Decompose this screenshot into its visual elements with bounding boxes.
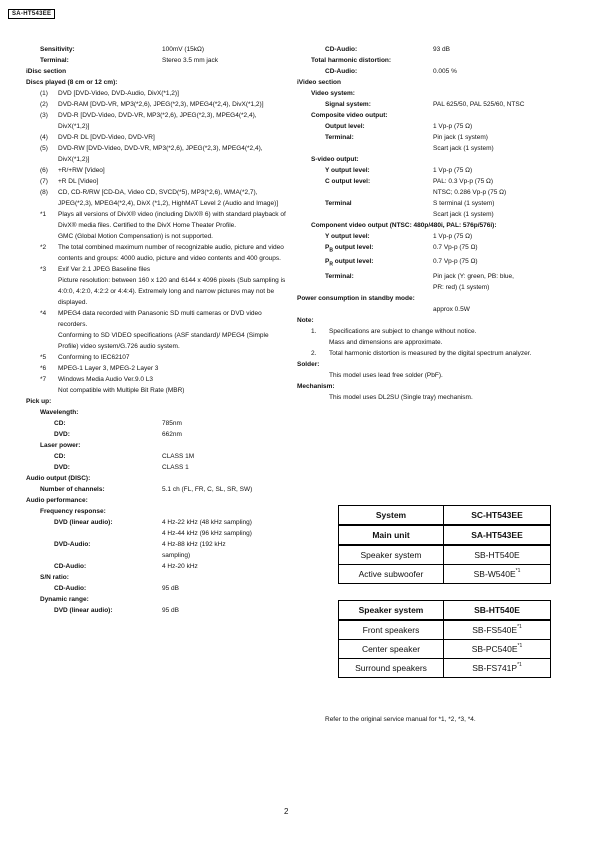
dyn-dvd-value: 95 dB xyxy=(162,607,179,614)
note-item xyxy=(297,348,567,359)
table-cell-name: Center speaker xyxy=(339,640,444,659)
signal-system-label: Signal system: xyxy=(325,101,371,108)
pr-label: $P_R$ output level: xyxy=(325,258,374,268)
c-output-label: C output level: xyxy=(325,178,371,185)
laser-power-heading: Laser power: xyxy=(40,442,81,449)
notes-list xyxy=(297,326,567,359)
disc-item-number: (3) xyxy=(40,112,48,119)
sn-cd-value: 95 dB xyxy=(162,585,179,592)
comp-terminal-value-2: PR: red) (1 system) xyxy=(433,283,490,291)
solder-text: This model uses lead free solder (PbF). xyxy=(329,371,443,379)
composite-heading: Composite video output: xyxy=(311,112,388,119)
thd-heading: Total harmonic distortion: xyxy=(311,57,392,64)
dvd-linear-row-2 xyxy=(26,528,288,539)
footnote-ref: *1 xyxy=(517,662,522,668)
footnote-text: The total combined maximum number of recognizable audio, picture and video contents and groups: 4000 audio, picture and video contents and 400 groups. xyxy=(58,244,284,262)
channels-row xyxy=(26,484,288,495)
dvd-laser-value: CLASS 1 xyxy=(162,464,189,471)
footnote-ref: *1 xyxy=(517,643,523,649)
dynamic-range-heading: Dynamic range: xyxy=(40,596,89,603)
y-output-value: 1 Vp-p (75 Ω) xyxy=(433,167,473,174)
disc-item-text: DVD-R [DVD-Video, DVD-VR, MP3(*2,6), JPEG(*2,3), MPEG4(*2,4), DivX(*1,2)] xyxy=(58,112,257,130)
comp-y-row xyxy=(297,231,567,242)
wavelength-heading: Wavelength: xyxy=(40,409,79,416)
channels-label: Number of channels: xyxy=(40,486,105,493)
idisc-section-heading: iDisc section xyxy=(26,68,67,75)
system-table xyxy=(338,505,551,584)
component-heading: Component video output (NTSC: 480p/480i, PAL: 576p/576i): xyxy=(311,222,497,229)
disc-item-text: CD, CD-R/RW [CD-DA, Video CD, SVCD(*5), MP3(*2,6), WMA(*2,7), JPEG(*2,3), MPEG4(*2,4), DivX (*1,2), HighMAT Level 2 (Audio and Image)] xyxy=(58,189,279,207)
footnote-marker: *2 xyxy=(40,244,47,251)
note-item xyxy=(297,326,567,337)
dvd-audio-row xyxy=(26,539,288,561)
table-cell-model: $SB-FS540E^{*1}$ xyxy=(444,620,551,640)
right-column xyxy=(297,44,567,403)
composite-level-label: Output level: xyxy=(325,123,365,130)
footnote-marker: *1 xyxy=(40,211,47,218)
mechanism-heading: Mechanism: xyxy=(297,382,335,390)
note-text: Total harmonic distortion is measured by the digital spectrum analyzer. xyxy=(329,349,532,357)
note-item xyxy=(297,337,567,348)
y-output-label: Y output level: xyxy=(325,167,370,174)
composite-terminal-row xyxy=(297,132,567,143)
standby-row xyxy=(297,304,567,315)
refer-note: Refer to the original service manual for *1, *2, *3, *4. xyxy=(325,716,476,723)
table-cell-model: $SB-PC540E^{*1}$ xyxy=(444,640,551,659)
composite-terminal-label: Terminal: xyxy=(325,134,354,141)
footnote-text: Windows Media Audio Ver.9.0 L3 xyxy=(58,376,154,383)
footnote-ref: *1 xyxy=(515,568,521,574)
footnotes-list xyxy=(26,209,288,396)
comp-terminal-value-1: Pin jack (Y: green, PB: blue, xyxy=(433,272,514,280)
page-number: 2 xyxy=(284,807,289,816)
footnote-marker xyxy=(40,385,58,396)
cd-laser-label: CD: xyxy=(54,453,66,460)
table-cell-model: SB-HT540E xyxy=(444,545,551,565)
svideo-heading: S-video output: xyxy=(311,156,359,163)
footnote-marker: *6 xyxy=(40,365,47,372)
cd-audio-value-r: 93 dB xyxy=(433,46,450,53)
table-row xyxy=(339,506,551,526)
cd-audio-value: 4 Hz-20 kHz xyxy=(162,563,198,570)
footnote xyxy=(26,374,288,385)
disc-item-number: (2) xyxy=(40,101,48,108)
dvd-linear-value-1: 4 Hz-22 kHz (48 kHz sampling) xyxy=(162,519,252,526)
dvd-linear-row xyxy=(26,517,288,528)
pr-row xyxy=(297,256,567,270)
s-terminal-value-2: Scart jack (1 system) xyxy=(433,211,494,218)
table-row xyxy=(339,620,551,640)
table-cell-model: $SB-FS741P^{*1}$ xyxy=(444,659,551,678)
footnote-ref: *1 xyxy=(517,624,522,630)
comp-terminal-row-2 xyxy=(297,282,567,293)
c-output-value-2: NTSC; 0.286 Vp-p (75 Ω) xyxy=(433,189,507,196)
sensitivity-value: 100mV (15kΩ) xyxy=(162,46,205,53)
c-output-row xyxy=(297,176,567,187)
footnote-marker: *3 xyxy=(40,266,47,273)
table-row xyxy=(339,545,551,565)
dyn-dvd-label: DVD (linear audio): xyxy=(54,607,113,614)
model-header: SA-HT543EE xyxy=(8,9,55,19)
footnote-text: Conforming to IEC62107 xyxy=(58,354,130,361)
dvd-laser-row xyxy=(26,462,288,473)
footnote-marker: *5 xyxy=(40,354,47,361)
footnote-text: Picture resolution: between 160 x 120 and 6144 x 4096 pixels (Sub sampling is 4:0:0, 4:2:0, 4:2:2 or 4:4:4). Extremely long and narrow pictures may not be displayed. xyxy=(58,277,286,306)
dvd-wavelength-row xyxy=(26,429,288,440)
footnote-text: MPEG-1 Layer 3, MPEG-2 Layer 3 xyxy=(58,365,159,372)
thd-cd-row xyxy=(297,66,567,77)
cd-audio-label: CD-Audio: xyxy=(54,563,87,570)
comp-y-value: 1 Vp-p (75 Ω) xyxy=(433,233,473,240)
solder-heading: Solder: xyxy=(297,360,320,368)
footnote-marker xyxy=(40,330,58,352)
dvd-laser-label: DVD: xyxy=(54,464,70,471)
note-heading: Note: xyxy=(297,316,314,324)
left-column xyxy=(26,44,288,616)
cd-laser-row xyxy=(26,451,288,462)
dvd-audio-value: 4 Hz-88 kHz (192 kHz sampling) xyxy=(162,541,226,559)
pb-value: 0.7 Vp-p (75 Ω) xyxy=(433,244,478,251)
sn-cd-label: CD-Audio: xyxy=(54,585,87,592)
footnote-text: Conforming to SD VIDEO specifications (ASF standard)/ MPEG4 (Simple Profile) video system/G.726 audio system. xyxy=(58,332,269,350)
cd-wavelength-value: 785nm xyxy=(162,420,182,427)
footnote-text: Exif Ver 2.1 JPEG Baseline files xyxy=(58,266,151,273)
y-output-row xyxy=(297,165,567,176)
discs-played-heading: Discs played (8 cm or 12 cm): xyxy=(26,79,118,86)
disc-item-text: DVD-RW [DVD-Video, DVD-VR, MP3(*2,6), JPEG(*2,3), MPEG4(*2,4), DivX(*1,2)] xyxy=(58,145,263,163)
pb-row xyxy=(297,242,567,256)
signal-system-value: PAL 625/50, PAL 525/60, NTSC xyxy=(433,101,525,108)
sensitivity-label: Sensitivity: xyxy=(40,46,75,53)
note-number: 2. xyxy=(311,349,317,357)
table-cell-model: SB-HT540E xyxy=(444,601,551,621)
dvd-linear-label: DVD (linear audio): xyxy=(54,519,113,526)
table-cell-model: SA-HT543EE xyxy=(444,525,551,545)
channels-value: 5.1 ch (FL, FR, C, SL, SR, SW) xyxy=(162,486,253,493)
s-terminal-value-1: S terminal (1 system) xyxy=(433,200,495,207)
disc-item xyxy=(26,99,288,110)
composite-terminal-row-2 xyxy=(297,143,567,154)
footnote xyxy=(26,264,288,275)
footnote xyxy=(26,385,288,396)
sn-ratio-heading: S/N ratio: xyxy=(40,574,69,581)
table-cell-name: Active subwoofer xyxy=(339,565,444,584)
dvd-audio-label: DVD-Audio: xyxy=(54,541,91,548)
pickup-heading: Pick up: xyxy=(26,398,52,405)
dvd-linear-value-2: 4 Hz-44 kHz (96 kHz sampling) xyxy=(162,530,252,537)
sn-cd-row xyxy=(26,583,288,594)
note-number: 1. xyxy=(311,327,317,335)
comp-terminal-row xyxy=(297,271,567,282)
footnote-text: MPEG4 data recorded with Panasonic SD multi cameras or DVD video recorders. xyxy=(58,310,262,328)
comp-terminal-label: Terminal: xyxy=(325,272,354,280)
table-row xyxy=(339,601,551,621)
note-number xyxy=(311,337,329,348)
speaker-system-table xyxy=(338,600,551,678)
signal-system-row xyxy=(297,99,567,110)
cd-audio-row xyxy=(26,561,288,572)
table-cell-name: Front speakers xyxy=(339,620,444,640)
s-terminal-row-2 xyxy=(297,209,567,220)
comp-y-label: Y output level: xyxy=(325,233,370,240)
footnote xyxy=(26,231,288,242)
pb-label: $P_B$ output level: xyxy=(325,244,374,254)
c-output-row-2 xyxy=(297,187,567,198)
footnote xyxy=(26,242,288,264)
frequency-response-heading: Frequency response: xyxy=(40,508,106,515)
disc-item xyxy=(26,176,288,187)
footnote xyxy=(26,363,288,374)
terminal-row xyxy=(26,55,288,66)
table-row xyxy=(339,525,551,545)
dyn-dvd-row xyxy=(26,605,288,616)
footnote-text: Plays all versions of DivX® video (including DivX® 6) with standard playback of DivX® media files. Certified to the DivX Home Theater Profile. xyxy=(58,211,286,229)
footnote xyxy=(26,330,288,352)
footnote-marker: *7 xyxy=(40,376,47,383)
thd-cd-label: CD-Audio: xyxy=(325,68,358,75)
cd-label: CD: xyxy=(54,420,66,427)
footnote xyxy=(26,275,288,308)
mechanism-text: This model uses DL2SU (Single tray) mechanism. xyxy=(329,393,473,401)
terminal-label: Terminal: xyxy=(40,57,69,64)
cd-audio-label-r: CD-Audio: xyxy=(325,46,358,53)
table-cell-name: Speaker system xyxy=(339,545,444,565)
note-text: Specifications are subject to change without notice. xyxy=(329,327,477,335)
note-text: Mass and dimensions are approximate. xyxy=(329,338,443,346)
disc-item-text: DVD [DVD-Video, DVD-Audio, DivX(*1,2)] xyxy=(58,90,179,97)
c-output-value-1: PAL: 0.3 Vp-p (75 Ω) xyxy=(433,178,494,185)
disc-item-text: DVD-RAM [DVD-VR, MP3(*2,6), JPEG(*2,3), MPEG4(*2,4), DivX(*1,2)] xyxy=(58,101,264,108)
dvd-wavelength-value: 662nm xyxy=(162,431,182,438)
footnote xyxy=(26,209,288,231)
disc-item xyxy=(26,88,288,99)
s-terminal-row xyxy=(297,198,567,209)
audio-performance-heading: Audio performance: xyxy=(26,497,88,504)
disc-item-number: (6) xyxy=(40,167,48,174)
disc-item-number: (5) xyxy=(40,145,48,152)
dvd-label: DVD: xyxy=(54,431,70,438)
pr-value: 0.7 Vp-p (75 Ω) xyxy=(433,258,478,266)
table-cell-name: Surround speakers xyxy=(339,659,444,678)
sensitivity-row xyxy=(26,44,288,55)
table-cell-name: System xyxy=(339,506,444,526)
terminal-value: Stereo 3.5 mm jack xyxy=(162,57,218,64)
footnote xyxy=(26,352,288,363)
disc-item-number: (1) xyxy=(40,90,48,97)
disc-item xyxy=(26,187,288,209)
footnote-marker xyxy=(40,275,58,308)
disc-item xyxy=(26,132,288,143)
disc-item-text: +R/+RW [Video] xyxy=(58,167,105,174)
standby-value: approx 0.5W xyxy=(433,305,470,313)
footnote-text: GMC (Global Motion Compensation) is not supported. xyxy=(58,233,213,240)
disc-item-number: (4) xyxy=(40,134,48,141)
table-row xyxy=(339,659,551,678)
disc-item-number: (8) xyxy=(40,189,48,196)
cd-audio-sn-row xyxy=(297,44,567,55)
table-cell-model: $SB-W540E^{*1}$ xyxy=(444,565,551,584)
disc-item xyxy=(26,165,288,176)
composite-terminal-value-1: Pin jack (1 system) xyxy=(433,134,488,141)
table-cell-model: SC-HT543EE xyxy=(444,506,551,526)
table-row xyxy=(339,640,551,659)
audio-output-heading: Audio output (DISC): xyxy=(26,475,91,482)
composite-level-value: 1 Vp-p (75 Ω) xyxy=(433,123,473,130)
table-row xyxy=(339,565,551,584)
disc-item-text: +R DL [Video] xyxy=(58,178,99,185)
disc-item-text: DVD-R DL [DVD-Video, DVD-VR] xyxy=(58,134,155,141)
footnote-marker: *4 xyxy=(40,310,47,317)
disc-item-number: (7) xyxy=(40,178,48,185)
ivideo-section-heading: iVideo section xyxy=(297,79,341,86)
table-cell-name: Speaker system xyxy=(339,601,444,621)
cd-laser-value: CLASS 1M xyxy=(162,453,195,460)
composite-level-row xyxy=(297,121,567,132)
disc-item xyxy=(26,143,288,165)
cd-wavelength-row xyxy=(26,418,288,429)
standby-heading: Power consumption in standby mode: xyxy=(297,294,415,302)
disc-item xyxy=(26,110,288,132)
discs-list xyxy=(26,88,288,209)
footnote-text: Not compatible with Multiple Bit Rate (MBR) xyxy=(58,387,185,394)
table-cell-name: Main unit xyxy=(339,525,444,545)
footnote xyxy=(26,308,288,330)
footnote-marker xyxy=(40,231,58,242)
video-system-heading: Video system: xyxy=(311,90,355,97)
composite-terminal-value-2: Scart jack (1 system) xyxy=(433,145,494,152)
s-terminal-label: Terminal xyxy=(325,200,352,207)
thd-cd-value: 0.005 % xyxy=(433,68,457,75)
